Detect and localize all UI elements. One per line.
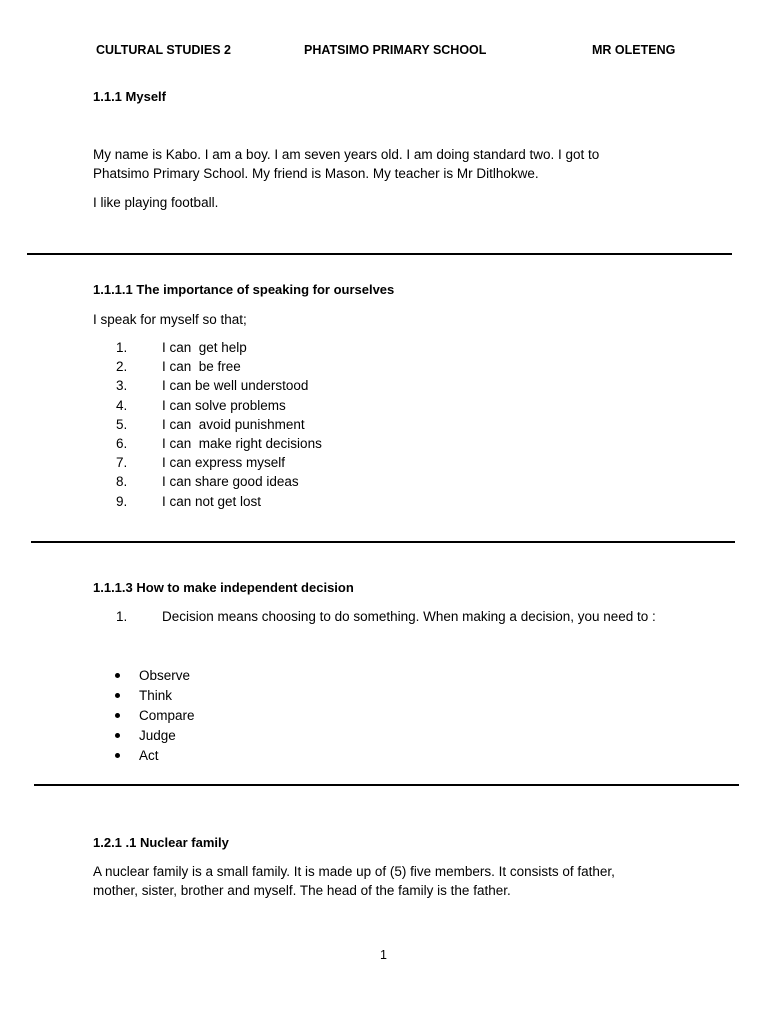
list-item: 7. I can express myself bbox=[116, 455, 286, 471]
bullet-icon bbox=[115, 753, 120, 758]
list-item: 3. I can be well understood bbox=[116, 378, 309, 394]
list-item: 8. I can share good ideas bbox=[116, 474, 299, 490]
myself-paragraph-line-2: Phatsimo Primary School. My friend is Mason. My teacher is Mr Ditlhokwe. bbox=[93, 166, 539, 181]
speaking-intro: I speak for myself so that; bbox=[93, 312, 247, 327]
list-item: 1. I can get help bbox=[116, 340, 247, 355]
list-item: Compare bbox=[93, 706, 393, 726]
bullet-icon bbox=[115, 693, 120, 698]
bullet-icon bbox=[115, 673, 120, 678]
header-teacher: MR OLETENG bbox=[592, 43, 676, 57]
family-paragraph-line-1: A nuclear family is a small family. It is made up of (5) five members. It consists of father, bbox=[93, 864, 615, 879]
section-heading-speaking: 1.1.1.1 The importance of speaking for ourselves bbox=[93, 282, 395, 297]
header-school: PHATSIMO PRIMARY SCHOOL bbox=[304, 43, 487, 57]
list-item: Think bbox=[93, 686, 393, 706]
section-divider bbox=[31, 541, 735, 543]
bullet-icon bbox=[115, 733, 120, 738]
page-number: 1 bbox=[380, 948, 387, 962]
bullet-icon bbox=[115, 713, 120, 718]
decision-steps-list bbox=[93, 666, 393, 766]
list-item: Act bbox=[93, 746, 393, 766]
list-item: 6. I can make right decisions bbox=[116, 435, 322, 451]
myself-paragraph-2: I like playing football. bbox=[93, 195, 219, 210]
list-item: 9. I can not get lost bbox=[116, 493, 262, 509]
myself-paragraph-line-1: My name is Kabo. I am a boy. I am seven years old. I am doing standard two. I got to bbox=[93, 147, 600, 162]
list-item: Observe bbox=[93, 666, 393, 686]
section-heading-myself: 1.1.1 Myself bbox=[93, 89, 166, 104]
speaking-reasons-list bbox=[116, 338, 516, 511]
list-item: Judge bbox=[93, 726, 393, 746]
decision-numbered-item: 1. Decision means choosing to do something. When making a decision, you need to : bbox=[116, 609, 656, 624]
section-heading-decision: 1.1.1.3 How to make independent decision bbox=[93, 580, 354, 595]
section-divider bbox=[34, 784, 739, 786]
section-heading-family: 1.2.1 .1 Nuclear family bbox=[93, 835, 229, 850]
list-item: 2. I can be free bbox=[116, 359, 241, 375]
section-divider bbox=[27, 253, 732, 255]
list-item: 4. I can solve problems bbox=[116, 397, 286, 413]
list-item: 5. I can avoid punishment bbox=[116, 416, 305, 432]
header-subject: CULTURAL STUDIES 2 bbox=[96, 43, 231, 57]
family-paragraph-line-2: mother, sister, brother and myself. The head of the family is the father. bbox=[93, 883, 511, 898]
